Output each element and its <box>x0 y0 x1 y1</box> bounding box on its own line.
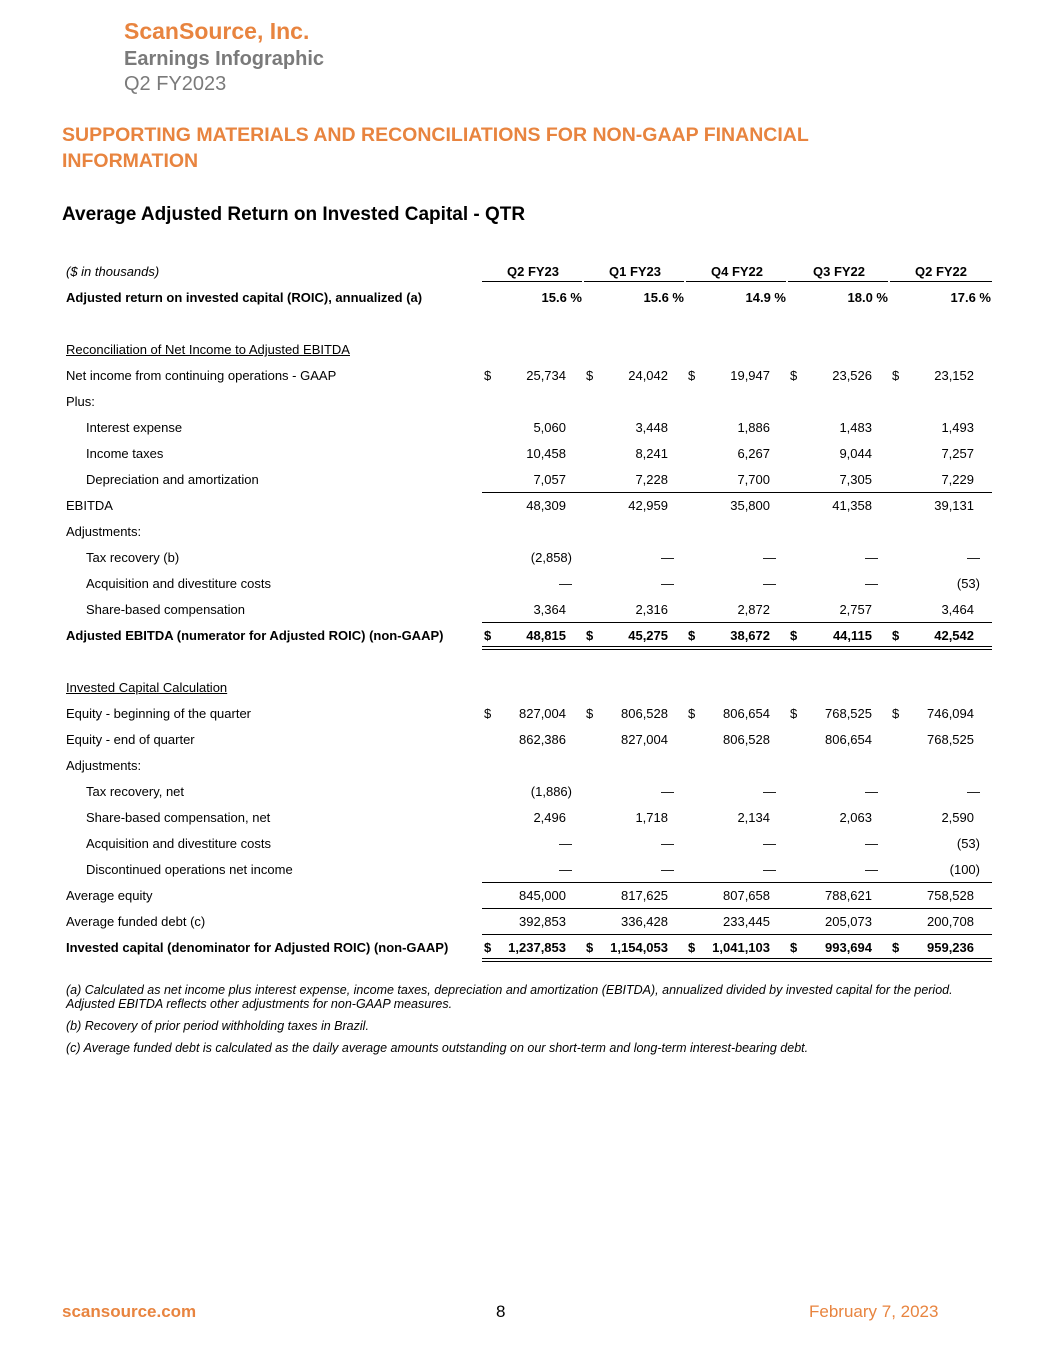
table-cell <box>890 472 974 488</box>
cell-value: — <box>865 784 878 799</box>
table-cell <box>890 368 974 384</box>
cell-value: — <box>763 576 776 591</box>
table-row <box>62 441 992 467</box>
table-cell <box>584 420 668 436</box>
cell-value: 7,229 <box>941 472 974 487</box>
document-period: Q2 FY2023 <box>124 73 227 95</box>
cell-value: 10,458 <box>526 446 566 461</box>
row-label: Average funded debt (c) <box>66 914 206 929</box>
table-cell <box>686 576 776 592</box>
table-cell <box>584 368 668 384</box>
table-cell <box>788 732 872 748</box>
table-row <box>62 831 992 857</box>
column-header: Q2 FY22 <box>914 264 968 279</box>
table-cell <box>584 446 668 462</box>
row-label: Adjusted EBITDA (numerator for Adjusted ROIC) (non-GAAP) <box>66 628 444 643</box>
table-cell <box>788 940 872 956</box>
table-cell <box>890 576 980 592</box>
table-cell <box>482 472 566 488</box>
cell-value: 768,525 <box>825 706 872 721</box>
table-header-row <box>62 259 992 285</box>
cell-value: 758,528 <box>927 888 974 903</box>
cell-value: 42,959 <box>628 498 668 513</box>
table-cell <box>584 498 668 514</box>
table-cell <box>686 446 770 462</box>
column-header: Q4 FY22 <box>710 264 764 279</box>
cell-value: (2,858) <box>530 550 572 565</box>
table-cell <box>788 706 872 722</box>
cell-value: 24,042 <box>628 368 668 383</box>
table-cell <box>788 784 878 800</box>
cell-value: 23,526 <box>832 368 872 383</box>
currency-symbol: $ <box>688 940 696 955</box>
table-cell <box>482 550 572 566</box>
table-cell <box>788 836 878 852</box>
table-cell <box>686 628 770 644</box>
row-label: Adjustments: <box>66 524 142 539</box>
table-row <box>62 597 992 623</box>
total-double-rule <box>482 958 992 962</box>
table-row <box>62 857 992 883</box>
cell-value: 200,708 <box>927 914 974 929</box>
units-label: ($ in thousands) <box>66 264 160 279</box>
row-label: Acquisition and divestiture costs <box>86 576 271 591</box>
table-cell <box>788 576 878 592</box>
table-cell <box>584 862 674 878</box>
cell-value: 205,073 <box>825 914 872 929</box>
cell-value: — <box>661 862 674 877</box>
row-label: Tax recovery (b) <box>86 550 180 565</box>
table-cell <box>890 602 974 618</box>
row-label: Tax recovery, net <box>86 784 185 799</box>
cell-value: 2,134 <box>737 810 770 825</box>
cell-value: 817,625 <box>621 888 668 903</box>
table-cell <box>788 446 872 462</box>
cell-value: 15.6 % <box>541 290 582 305</box>
table-cell <box>584 836 674 852</box>
currency-symbol: $ <box>790 940 798 955</box>
cell-value: 7,700 <box>737 472 770 487</box>
table-cell <box>788 602 872 618</box>
cell-value: 7,228 <box>635 472 668 487</box>
cell-value: 1,041,103 <box>712 940 770 955</box>
cell-value: 44,115 <box>832 628 872 643</box>
table-cell <box>482 836 572 852</box>
cell-value: 17.6 % <box>950 290 991 305</box>
table-cell <box>686 290 786 306</box>
table-row <box>62 805 992 831</box>
cell-value: — <box>559 576 572 591</box>
table-cell <box>890 706 974 722</box>
table-cell <box>788 498 872 514</box>
row-label: Equity - end of quarter <box>66 732 195 747</box>
header-rule <box>788 281 888 282</box>
footnote-b: (b) Recovery of prior period withholding taxes in Brazil. <box>66 1019 369 1033</box>
table-cell <box>584 732 668 748</box>
cell-value: — <box>763 836 776 851</box>
cell-value: 1,718 <box>635 810 668 825</box>
currency-symbol: $ <box>790 706 798 721</box>
document-subtitle: Earnings Infographic <box>124 48 325 70</box>
cell-value: 45,275 <box>628 628 668 643</box>
row-label: Adjustments: <box>66 758 142 773</box>
currency-symbol: $ <box>688 706 696 721</box>
table-cell <box>788 420 872 436</box>
table-row <box>62 779 992 805</box>
table-row <box>62 337 992 363</box>
currency-symbol: $ <box>892 368 900 383</box>
table-cell <box>686 420 770 436</box>
table-row <box>62 701 992 727</box>
row-label: Share-based compensation, net <box>86 810 271 825</box>
table-cell <box>890 784 980 800</box>
currency-symbol: $ <box>790 628 798 643</box>
currency-symbol: $ <box>688 628 696 643</box>
roic-table <box>62 259 992 961</box>
row-label: Share-based compensation <box>86 602 245 617</box>
table-cell <box>890 290 991 306</box>
cell-value: 392,853 <box>519 914 566 929</box>
column-header: Q3 FY22 <box>812 264 866 279</box>
row-label: Plus: <box>66 394 95 409</box>
table-cell <box>890 732 974 748</box>
table-row <box>62 363 992 389</box>
cell-value: 41,358 <box>832 498 872 513</box>
cell-value: — <box>661 784 674 799</box>
footer-website-link[interactable]: scansource.com <box>62 1302 197 1321</box>
currency-symbol: $ <box>892 940 900 955</box>
table-cell <box>686 888 770 904</box>
table-cell <box>482 940 566 956</box>
table-cell <box>890 628 974 644</box>
cell-value: — <box>763 550 776 565</box>
table-cell <box>584 706 668 722</box>
cell-value: — <box>865 862 878 877</box>
table-cell <box>584 472 668 488</box>
table-row <box>62 623 992 649</box>
cell-value: 2,872 <box>737 602 770 617</box>
table-row <box>62 415 992 441</box>
table-row <box>62 311 992 337</box>
cell-value: 18.0 % <box>847 290 888 305</box>
table-cell <box>788 550 878 566</box>
row-label: Income taxes <box>86 446 164 461</box>
currency-symbol: $ <box>586 368 594 383</box>
column-header: Q1 FY23 <box>608 264 662 279</box>
table-cell <box>482 602 566 618</box>
cell-value: 1,483 <box>839 420 872 435</box>
column-header: Q2 FY23 <box>506 264 560 279</box>
cell-value: 233,445 <box>723 914 770 929</box>
table-cell <box>686 602 770 618</box>
table-cell <box>686 472 770 488</box>
row-label: EBITDA <box>66 498 113 513</box>
table-cell <box>890 836 980 852</box>
cell-value: 7,305 <box>839 472 872 487</box>
table-row <box>62 545 992 571</box>
table-row <box>62 727 992 753</box>
cell-value: 3,364 <box>533 602 566 617</box>
cell-value: 2,316 <box>635 602 668 617</box>
cell-value: 1,237,853 <box>508 940 566 955</box>
table-cell <box>584 784 674 800</box>
row-label: Reconciliation of Net Income to Adjusted EBITDA <box>66 342 350 357</box>
row-label: Invested Capital Calculation <box>66 680 228 695</box>
footnote-a: (a) Calculated as net income plus interest expense, income taxes, depreciation and amortization (EBITDA), annualized divided by invested capital for the period. Adjusted EBITDA reflects other adjustments for non-GAAP measures. <box>66 983 953 1011</box>
cell-value: 35,800 <box>730 498 770 513</box>
cell-value: 746,094 <box>927 706 974 721</box>
cell-value: — <box>967 784 980 799</box>
table-cell <box>584 810 668 826</box>
cell-value: 48,815 <box>526 628 566 643</box>
currency-symbol: $ <box>484 706 492 721</box>
currency-symbol: $ <box>586 940 594 955</box>
table-cell <box>788 290 888 306</box>
cell-value: 768,525 <box>927 732 974 747</box>
cell-value: 827,004 <box>519 706 566 721</box>
table-cell <box>482 628 566 644</box>
cell-value: 806,654 <box>723 706 770 721</box>
row-label: Interest expense <box>86 420 183 435</box>
cell-value: 3,464 <box>941 602 974 617</box>
currency-symbol: $ <box>790 368 798 383</box>
footnote-c: (c) Average funded debt is calculated as the daily average amounts outstanding on our short-term and long-term interest-bearing debt. <box>66 1041 809 1055</box>
table-cell <box>686 836 776 852</box>
table-cell <box>890 914 974 930</box>
cell-value: 2,757 <box>839 602 872 617</box>
cell-value: — <box>559 862 572 877</box>
table-cell <box>686 914 770 930</box>
table-cell <box>788 888 872 904</box>
cell-value: 7,057 <box>533 472 566 487</box>
cell-value: — <box>559 836 572 851</box>
cell-value: — <box>865 550 878 565</box>
cell-value: 806,528 <box>723 732 770 747</box>
table-cell <box>890 862 980 878</box>
table-cell <box>788 368 872 384</box>
cell-value: 2,063 <box>839 810 872 825</box>
currency-symbol: $ <box>484 940 492 955</box>
cell-value: 807,658 <box>723 888 770 903</box>
table-cell <box>482 576 572 592</box>
table-cell <box>788 862 878 878</box>
table-row <box>62 909 992 935</box>
currency-symbol: $ <box>892 706 900 721</box>
company-name: ScanSource, Inc. <box>124 18 310 44</box>
table-cell <box>584 290 684 306</box>
table-cell <box>482 498 566 514</box>
table-row <box>62 935 992 961</box>
table-row <box>62 649 992 675</box>
table-cell <box>482 420 566 436</box>
table-cell <box>584 576 674 592</box>
cell-value: — <box>661 836 674 851</box>
row-label: Depreciation and amortization <box>86 472 259 487</box>
table-cell <box>584 914 668 930</box>
table-cell <box>890 498 974 514</box>
cell-value: (53) <box>956 576 980 591</box>
header-rule <box>686 281 786 282</box>
table-cell <box>584 888 668 904</box>
header-rule <box>482 281 582 282</box>
table-cell <box>890 940 974 956</box>
cell-value: 6,267 <box>737 446 770 461</box>
table-cell <box>686 498 770 514</box>
table-cell <box>788 810 872 826</box>
cell-value: 9,044 <box>839 446 872 461</box>
table-cell <box>890 888 974 904</box>
table-row <box>62 285 992 311</box>
row-label: Discontinued operations net income <box>86 862 293 877</box>
table-cell <box>584 550 674 566</box>
cell-value: 15.6 % <box>643 290 684 305</box>
page-number: 8 <box>496 1302 506 1321</box>
table-cell <box>482 732 566 748</box>
cell-value: 845,000 <box>519 888 566 903</box>
table-row <box>62 389 992 415</box>
currency-symbol: $ <box>892 628 900 643</box>
table-row <box>62 493 992 519</box>
header-rule <box>584 281 684 282</box>
cell-value: — <box>661 576 674 591</box>
table-cell <box>686 706 770 722</box>
cell-value: (53) <box>956 836 980 851</box>
table-cell <box>686 368 770 384</box>
cell-value: 3,448 <box>635 420 668 435</box>
cell-value: 8,241 <box>635 446 668 461</box>
table-cell <box>482 446 566 462</box>
table-cell <box>482 784 572 800</box>
table-cell <box>482 368 566 384</box>
table-cell <box>482 888 566 904</box>
table-row <box>62 753 992 779</box>
table-cell <box>890 446 974 462</box>
table-row <box>62 675 992 701</box>
row-label: Equity - beginning of the quarter <box>66 706 252 721</box>
row-label: Invested capital (denominator for Adjusted ROIC) (non-GAAP) <box>66 940 449 955</box>
cell-value: 5,060 <box>533 420 566 435</box>
cell-value: 19,947 <box>730 368 770 383</box>
cell-value: — <box>865 576 878 591</box>
cell-value: 1,493 <box>941 420 974 435</box>
table-cell <box>686 862 776 878</box>
table-cell <box>482 810 566 826</box>
cell-value: 1,154,053 <box>610 940 668 955</box>
cell-value: 38,672 <box>730 628 770 643</box>
cell-value: 14.9 % <box>745 290 786 305</box>
cell-value: — <box>661 550 674 565</box>
table-cell <box>482 290 582 306</box>
cell-value: 48,309 <box>526 498 566 513</box>
currency-symbol: $ <box>586 706 594 721</box>
table-cell <box>788 472 872 488</box>
table-cell <box>686 784 776 800</box>
table-cell <box>584 628 668 644</box>
cell-value: (100) <box>949 862 980 877</box>
cell-value: 959,236 <box>927 940 974 955</box>
table-row <box>62 883 992 909</box>
table-cell <box>788 914 872 930</box>
cell-value: 25,734 <box>526 368 566 383</box>
cell-value: — <box>763 862 776 877</box>
cell-value: 788,621 <box>825 888 872 903</box>
cell-value: 7,257 <box>941 446 974 461</box>
table-cell <box>890 420 974 436</box>
table-title: Average Adjusted Return on Invested Capital - QTR <box>62 204 526 225</box>
cell-value: 806,654 <box>825 732 872 747</box>
cell-value: — <box>763 784 776 799</box>
table-row <box>62 571 992 597</box>
cell-value: 993,694 <box>825 940 872 955</box>
table-cell <box>890 550 980 566</box>
cell-value: 1,886 <box>737 420 770 435</box>
table-row <box>62 519 992 545</box>
table-cell <box>686 732 770 748</box>
section-title: SUPPORTING MATERIALS AND RECONCILIATIONS FOR NON-GAAP FINANCIAL INFORMATION <box>62 124 809 172</box>
table-cell <box>788 628 872 644</box>
cell-value: 862,386 <box>519 732 566 747</box>
cell-value: 827,004 <box>621 732 668 747</box>
cell-value: — <box>967 550 980 565</box>
cell-value: 23,152 <box>934 368 974 383</box>
table-cell <box>482 914 566 930</box>
row-label: Acquisition and divestiture costs <box>86 836 271 851</box>
row-label: Net income from continuing operations - GAAP <box>66 368 337 383</box>
cell-value: 2,590 <box>941 810 974 825</box>
currency-symbol: $ <box>484 368 492 383</box>
cell-value: 42,542 <box>934 628 974 643</box>
table-cell <box>890 810 974 826</box>
row-label: Adjusted return on invested capital (ROIC), annualized (a) <box>66 290 423 305</box>
row-label: Average equity <box>66 888 153 903</box>
cell-value: (1,886) <box>530 784 572 799</box>
currency-symbol: $ <box>586 628 594 643</box>
table-cell <box>686 940 770 956</box>
currency-symbol: $ <box>484 628 492 643</box>
table-row <box>62 467 992 493</box>
table-body <box>62 285 992 961</box>
cell-value: 2,496 <box>533 810 566 825</box>
table-cell <box>584 940 668 956</box>
header-rule <box>890 281 992 282</box>
currency-symbol: $ <box>688 368 696 383</box>
cell-value: 39,131 <box>934 498 974 513</box>
table-cell <box>482 706 566 722</box>
table-cell <box>686 810 770 826</box>
table-cell <box>686 550 776 566</box>
cell-value: 336,428 <box>621 914 668 929</box>
table-cell <box>584 602 668 618</box>
table-cell <box>482 862 572 878</box>
footer-date: February 7, 2023 <box>809 1302 939 1321</box>
cell-value: 806,528 <box>621 706 668 721</box>
cell-value: — <box>865 836 878 851</box>
